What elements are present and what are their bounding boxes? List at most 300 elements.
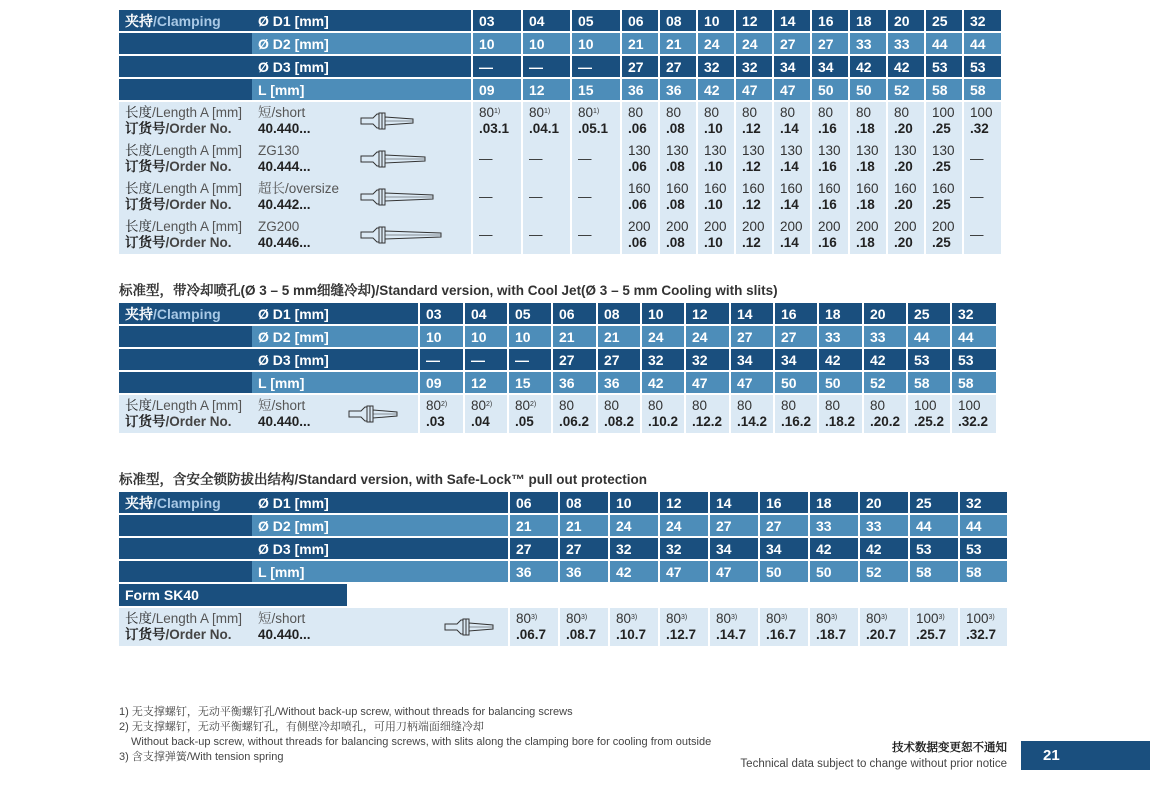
dimension-label: Ø D2 [mm] <box>252 325 347 348</box>
header-value: 53 <box>909 537 959 560</box>
header-value: 05 <box>508 303 552 325</box>
length-value <box>932 105 956 121</box>
footnote-ref: 3) <box>731 614 738 621</box>
order-suffix: .08 <box>666 159 685 174</box>
order-cell <box>697 216 735 254</box>
length-value <box>914 398 944 414</box>
tool-image-cell <box>347 607 509 646</box>
header-value: 12 <box>659 492 709 514</box>
order-cell <box>472 178 522 216</box>
length-value <box>479 227 515 243</box>
length-number: 200 <box>932 219 955 234</box>
length-value <box>578 227 614 243</box>
dimension-label: Ø D3 [mm] <box>252 55 355 78</box>
length-value <box>780 181 804 197</box>
order-cell <box>809 607 859 646</box>
dimension-label: Ø D2 [mm] <box>252 514 347 537</box>
header-value: 10 <box>464 325 508 348</box>
order-suffix: .06.2 <box>559 414 590 429</box>
tool-image-cell <box>355 140 472 178</box>
order-cell <box>887 101 925 140</box>
header-value: 44 <box>925 32 963 55</box>
header-value: 18 <box>818 303 863 325</box>
footnote-3: 3) 含支撑弹簧/With tension spring <box>119 751 284 763</box>
order-cell <box>774 394 818 433</box>
length-number: — <box>479 227 493 242</box>
header-value: 36 <box>552 371 597 394</box>
variant-name: 超长/oversize <box>258 181 340 196</box>
footnote-ref: 3) <box>531 614 538 621</box>
order-cell <box>659 607 709 646</box>
variant-name: 短/short <box>258 105 306 120</box>
header-row <box>119 560 1007 583</box>
order-suffix: .08.7 <box>566 627 597 642</box>
length-zh: 长度 <box>125 181 152 196</box>
length-value <box>628 105 652 121</box>
header-value: 24 <box>609 514 659 537</box>
order-cell <box>811 101 849 140</box>
header-value: 21 <box>621 32 659 55</box>
header-value: 47 <box>730 371 774 394</box>
length-zh: 长度 <box>125 398 152 413</box>
header-value: 10 <box>609 492 659 514</box>
table-body <box>119 10 1048 254</box>
order-suffix: .25 <box>932 159 951 174</box>
header-value: 09 <box>419 371 464 394</box>
order-cell <box>419 394 464 433</box>
header-spacer <box>355 55 472 78</box>
header-spacer <box>347 371 419 394</box>
order-suffix: .12 <box>742 159 761 174</box>
length-value <box>471 398 501 414</box>
header-value: 27 <box>759 514 809 537</box>
length-number: 80 <box>856 105 872 120</box>
length-number: 200 <box>704 219 727 234</box>
header-value: 50 <box>774 371 818 394</box>
header-label-cell <box>119 514 252 537</box>
header-label-cell <box>119 78 252 101</box>
header-value: 10 <box>419 325 464 348</box>
length-number: 200 <box>780 219 803 234</box>
table-body <box>119 303 1046 433</box>
order-label <box>125 627 246 643</box>
header-value: 53 <box>907 348 951 371</box>
header-value: 25 <box>907 303 951 325</box>
length-number: 80 <box>894 105 910 120</box>
header-value: 58 <box>925 78 963 101</box>
length-value <box>666 611 702 627</box>
length-value <box>780 143 804 159</box>
length-en: /Length A [mm] <box>152 219 243 234</box>
length-value <box>692 398 723 414</box>
table-body <box>119 492 1007 646</box>
order-suffix: .20 <box>894 197 913 212</box>
header-value: 44 <box>963 32 1001 55</box>
header-value: 27 <box>559 537 609 560</box>
length-number: 80 <box>866 611 882 626</box>
order-suffix: .16.2 <box>781 414 812 429</box>
length-number: 80 <box>471 398 487 413</box>
length-number: — <box>578 227 592 242</box>
length-value <box>578 105 614 121</box>
header-value: 58 <box>959 560 1007 583</box>
length-value <box>479 189 515 205</box>
header-value: 53 <box>951 348 996 371</box>
length-label <box>125 398 246 414</box>
order-prefix: 40.440... <box>258 121 311 136</box>
clamping-zh: 夹持 <box>125 494 153 511</box>
footnote-2-en: Without back-up screw, without threads for balancing screws, with slits along the clamping bore for cooling from outside <box>131 736 712 748</box>
order-suffix: .25 <box>932 235 951 250</box>
length-value <box>856 181 880 197</box>
length-number: 100 <box>966 611 989 626</box>
variant-name: 短/short <box>258 611 306 626</box>
order-row <box>119 140 1048 178</box>
length-number: 80 <box>692 398 708 413</box>
header-label-cell <box>119 348 252 371</box>
header-value: 44 <box>951 325 996 348</box>
order-suffix: .08 <box>666 235 685 250</box>
header-value: 32 <box>659 537 709 560</box>
tool-image-cell <box>355 216 472 254</box>
order-cell <box>811 216 849 254</box>
order-suffix: .14.7 <box>716 627 747 642</box>
order-cell <box>907 394 951 433</box>
header-value: 27 <box>659 55 697 78</box>
length-number: 80 <box>529 105 545 120</box>
order-cell <box>925 216 963 254</box>
variant-cell <box>252 140 355 178</box>
length-zh: 长度 <box>125 219 152 234</box>
order-zh: 订货号 <box>125 159 166 174</box>
header-value: 12 <box>735 10 773 32</box>
order-suffix: .12 <box>742 197 761 212</box>
length-value <box>704 105 728 121</box>
header-value: 20 <box>859 492 909 514</box>
header-value: 33 <box>818 325 863 348</box>
length-number: 160 <box>856 181 879 196</box>
order-cell <box>571 140 621 178</box>
header-value: 25 <box>909 492 959 514</box>
dimension-label: Ø D1 [mm] <box>252 10 355 32</box>
length-value <box>818 219 842 235</box>
header-value: 34 <box>773 55 811 78</box>
header-value: 32 <box>685 348 730 371</box>
order-cell <box>609 607 659 646</box>
length-number: 160 <box>666 181 689 196</box>
header-value: 16 <box>759 492 809 514</box>
order-suffix: .04.1 <box>529 121 560 136</box>
length-number: 100 <box>932 105 955 120</box>
header-spacer <box>347 325 419 348</box>
order-prefix: 40.440... <box>258 627 311 642</box>
header-label-cell <box>119 537 252 560</box>
length-number: 100 <box>916 611 939 626</box>
length-value <box>666 105 690 121</box>
footnote-ref: 3) <box>831 614 838 621</box>
order-cell <box>472 216 522 254</box>
header-label-cell <box>119 10 252 32</box>
footnote-ref: 1) <box>593 108 600 115</box>
section-title-safelock: 标准型，含安全锁防拔出结构/Standard version, with Safe-Lock™ pull out protection <box>119 472 648 487</box>
header-value: 27 <box>811 32 849 55</box>
length-number: 80 <box>870 398 886 413</box>
length-value <box>766 611 802 627</box>
order-suffix: .06.7 <box>516 627 547 642</box>
header-value: 50 <box>811 78 849 101</box>
order-cell <box>522 216 571 254</box>
header-value: 34 <box>774 348 818 371</box>
order-suffix: .20.2 <box>870 414 901 429</box>
header-value: 33 <box>809 514 859 537</box>
form-row <box>119 583 1007 607</box>
header-value: 32 <box>735 55 773 78</box>
variant-name: ZG130 <box>258 143 300 158</box>
order-prefix: 40.444... <box>258 159 311 174</box>
clamping-en: /Clamping <box>153 494 221 511</box>
length-value <box>666 181 690 197</box>
length-zh: 长度 <box>125 143 152 158</box>
order-suffix: .14 <box>780 159 799 174</box>
header-value: 10 <box>472 32 522 55</box>
order-suffix: .10.7 <box>616 627 647 642</box>
length-number: — <box>479 151 493 166</box>
order-en: /Order No. <box>165 627 232 642</box>
header-value: 42 <box>697 78 735 101</box>
length-number: 160 <box>742 181 765 196</box>
header-value: 32 <box>963 10 1001 32</box>
length-number: — <box>578 151 592 166</box>
order-suffix: .20 <box>894 235 913 250</box>
order-suffix: .05.1 <box>578 121 609 136</box>
order-suffix: .14.2 <box>737 414 768 429</box>
length-number: 80 <box>825 398 841 413</box>
header-value: 14 <box>773 10 811 32</box>
order-cell <box>811 140 849 178</box>
order-suffix: .18 <box>856 121 875 136</box>
length-number: 80 <box>515 398 531 413</box>
header-value: 04 <box>522 10 571 32</box>
dimension-label: Ø D1 [mm] <box>252 303 347 325</box>
header-value: 08 <box>597 303 641 325</box>
header-row <box>119 32 1048 55</box>
header-label-cell <box>119 560 252 583</box>
length-number: 200 <box>818 219 841 234</box>
order-suffix: .10 <box>704 235 723 250</box>
page-number: 21 <box>1021 741 1150 770</box>
header-value: 58 <box>907 371 951 394</box>
header-value: 03 <box>419 303 464 325</box>
header-value: 58 <box>951 371 996 394</box>
header-value: 42 <box>887 55 925 78</box>
order-cell <box>621 101 659 140</box>
header-value: 21 <box>559 514 609 537</box>
order-cell <box>925 178 963 216</box>
length-value <box>894 143 918 159</box>
order-label <box>125 159 246 175</box>
header-value: 06 <box>509 492 559 514</box>
order-suffix: .10 <box>704 197 723 212</box>
length-number: 160 <box>894 181 917 196</box>
length-number: — <box>970 189 984 204</box>
order-suffix: .06 <box>628 197 647 212</box>
length-number: 80 <box>818 105 834 120</box>
order-cell <box>963 101 1001 140</box>
header-row <box>119 55 1048 78</box>
tool-image-cell <box>355 101 472 140</box>
order-cell <box>735 140 773 178</box>
header-spacer <box>347 560 509 583</box>
header-value: 32 <box>959 492 1007 514</box>
order-suffix: .03 <box>426 414 445 429</box>
length-value <box>742 143 766 159</box>
order-suffix: .03.1 <box>479 121 510 136</box>
order-label <box>125 414 246 430</box>
footnote-ref: 3) <box>881 614 888 621</box>
header-value: 10 <box>641 303 685 325</box>
length-number: 200 <box>856 219 879 234</box>
length-value <box>866 611 902 627</box>
length-value <box>648 398 678 414</box>
tool-safelock-icon <box>443 615 501 639</box>
header-row <box>119 371 1046 394</box>
order-cell <box>509 607 559 646</box>
order-cell <box>621 178 659 216</box>
header-value: 24 <box>659 514 709 537</box>
order-suffix: .12.2 <box>692 414 723 429</box>
order-cell <box>508 394 552 433</box>
length-number: 80 <box>426 398 442 413</box>
order-zh: 订货号 <box>125 414 166 429</box>
order-cell <box>963 140 1001 178</box>
length-value <box>966 611 1001 627</box>
header-value: 10 <box>697 10 735 32</box>
row-label <box>119 607 252 646</box>
header-value: 53 <box>963 55 1001 78</box>
length-value <box>781 398 811 414</box>
order-cell <box>951 394 996 433</box>
length-number: 100 <box>914 398 937 413</box>
length-zh: 长度 <box>125 611 152 626</box>
length-value <box>818 143 842 159</box>
row-label <box>119 394 252 433</box>
header-value: 08 <box>559 492 609 514</box>
order-label <box>125 235 246 251</box>
header-value: 32 <box>697 55 735 78</box>
header-value: 33 <box>887 32 925 55</box>
row-label <box>119 216 252 254</box>
header-value: 32 <box>609 537 659 560</box>
footnote-ref: 3) <box>781 614 788 621</box>
header-value: 12 <box>464 371 508 394</box>
order-cell <box>959 607 1007 646</box>
variant-cell <box>252 607 347 646</box>
order-prefix: 40.446... <box>258 235 311 250</box>
header-value: 52 <box>887 78 925 101</box>
header-value: 24 <box>685 325 730 348</box>
header-value: 42 <box>818 348 863 371</box>
length-value <box>479 151 515 167</box>
row-label <box>119 140 252 178</box>
header-value: 47 <box>685 371 730 394</box>
length-value <box>516 611 552 627</box>
length-number: 160 <box>704 181 727 196</box>
order-label <box>125 197 246 213</box>
order-cell <box>697 101 735 140</box>
header-value: 04 <box>464 303 508 325</box>
header-value: 53 <box>959 537 1007 560</box>
form-label: Form SK40 <box>119 583 347 607</box>
variant-cell <box>252 178 355 216</box>
header-value: 44 <box>907 325 951 348</box>
length-value <box>856 105 880 121</box>
order-suffix: .06 <box>628 121 647 136</box>
header-value: 36 <box>621 78 659 101</box>
tool-zg200-icon <box>359 223 449 247</box>
tool-zg130-icon <box>359 147 433 171</box>
header-value: 34 <box>811 55 849 78</box>
order-prefix: 40.442... <box>258 197 311 212</box>
order-cell <box>659 216 697 254</box>
order-suffix: .10 <box>704 159 723 174</box>
order-suffix: .20 <box>894 121 913 136</box>
order-cell <box>735 178 773 216</box>
header-value: 50 <box>759 560 809 583</box>
order-suffix: .20 <box>894 159 913 174</box>
order-cell <box>559 607 609 646</box>
header-value: 06 <box>621 10 659 32</box>
header-value: 27 <box>709 514 759 537</box>
order-cell <box>887 178 925 216</box>
header-value: 42 <box>641 371 685 394</box>
length-number: 130 <box>894 143 917 158</box>
length-label <box>125 105 246 121</box>
order-cell <box>849 101 887 140</box>
length-value <box>894 219 918 235</box>
order-suffix: .32.7 <box>966 627 997 642</box>
length-value <box>479 105 515 121</box>
header-value: 27 <box>773 32 811 55</box>
order-suffix: .32.2 <box>958 414 989 429</box>
order-cell <box>811 178 849 216</box>
order-cell <box>697 178 735 216</box>
tool-image-cell <box>355 178 472 216</box>
length-value <box>628 143 652 159</box>
order-cell <box>773 216 811 254</box>
length-value <box>780 219 804 235</box>
length-number: 100 <box>958 398 981 413</box>
order-suffix: .18.2 <box>825 414 856 429</box>
length-number: 130 <box>856 143 879 158</box>
length-number: — <box>578 189 592 204</box>
header-value: — <box>419 348 464 371</box>
header-value: 06 <box>552 303 597 325</box>
order-cell <box>925 140 963 178</box>
header-value: 32 <box>951 303 996 325</box>
length-number: 130 <box>704 143 727 158</box>
length-value <box>628 181 652 197</box>
header-value: 03 <box>472 10 522 32</box>
variant-cell <box>252 394 347 433</box>
header-value: 34 <box>730 348 774 371</box>
order-cell <box>709 607 759 646</box>
order-suffix: .16.7 <box>766 627 797 642</box>
order-cell <box>472 140 522 178</box>
length-number: 80 <box>716 611 732 626</box>
variant-name: 短/short <box>258 398 306 413</box>
order-suffix: .04 <box>471 414 490 429</box>
header-value: 44 <box>959 514 1007 537</box>
